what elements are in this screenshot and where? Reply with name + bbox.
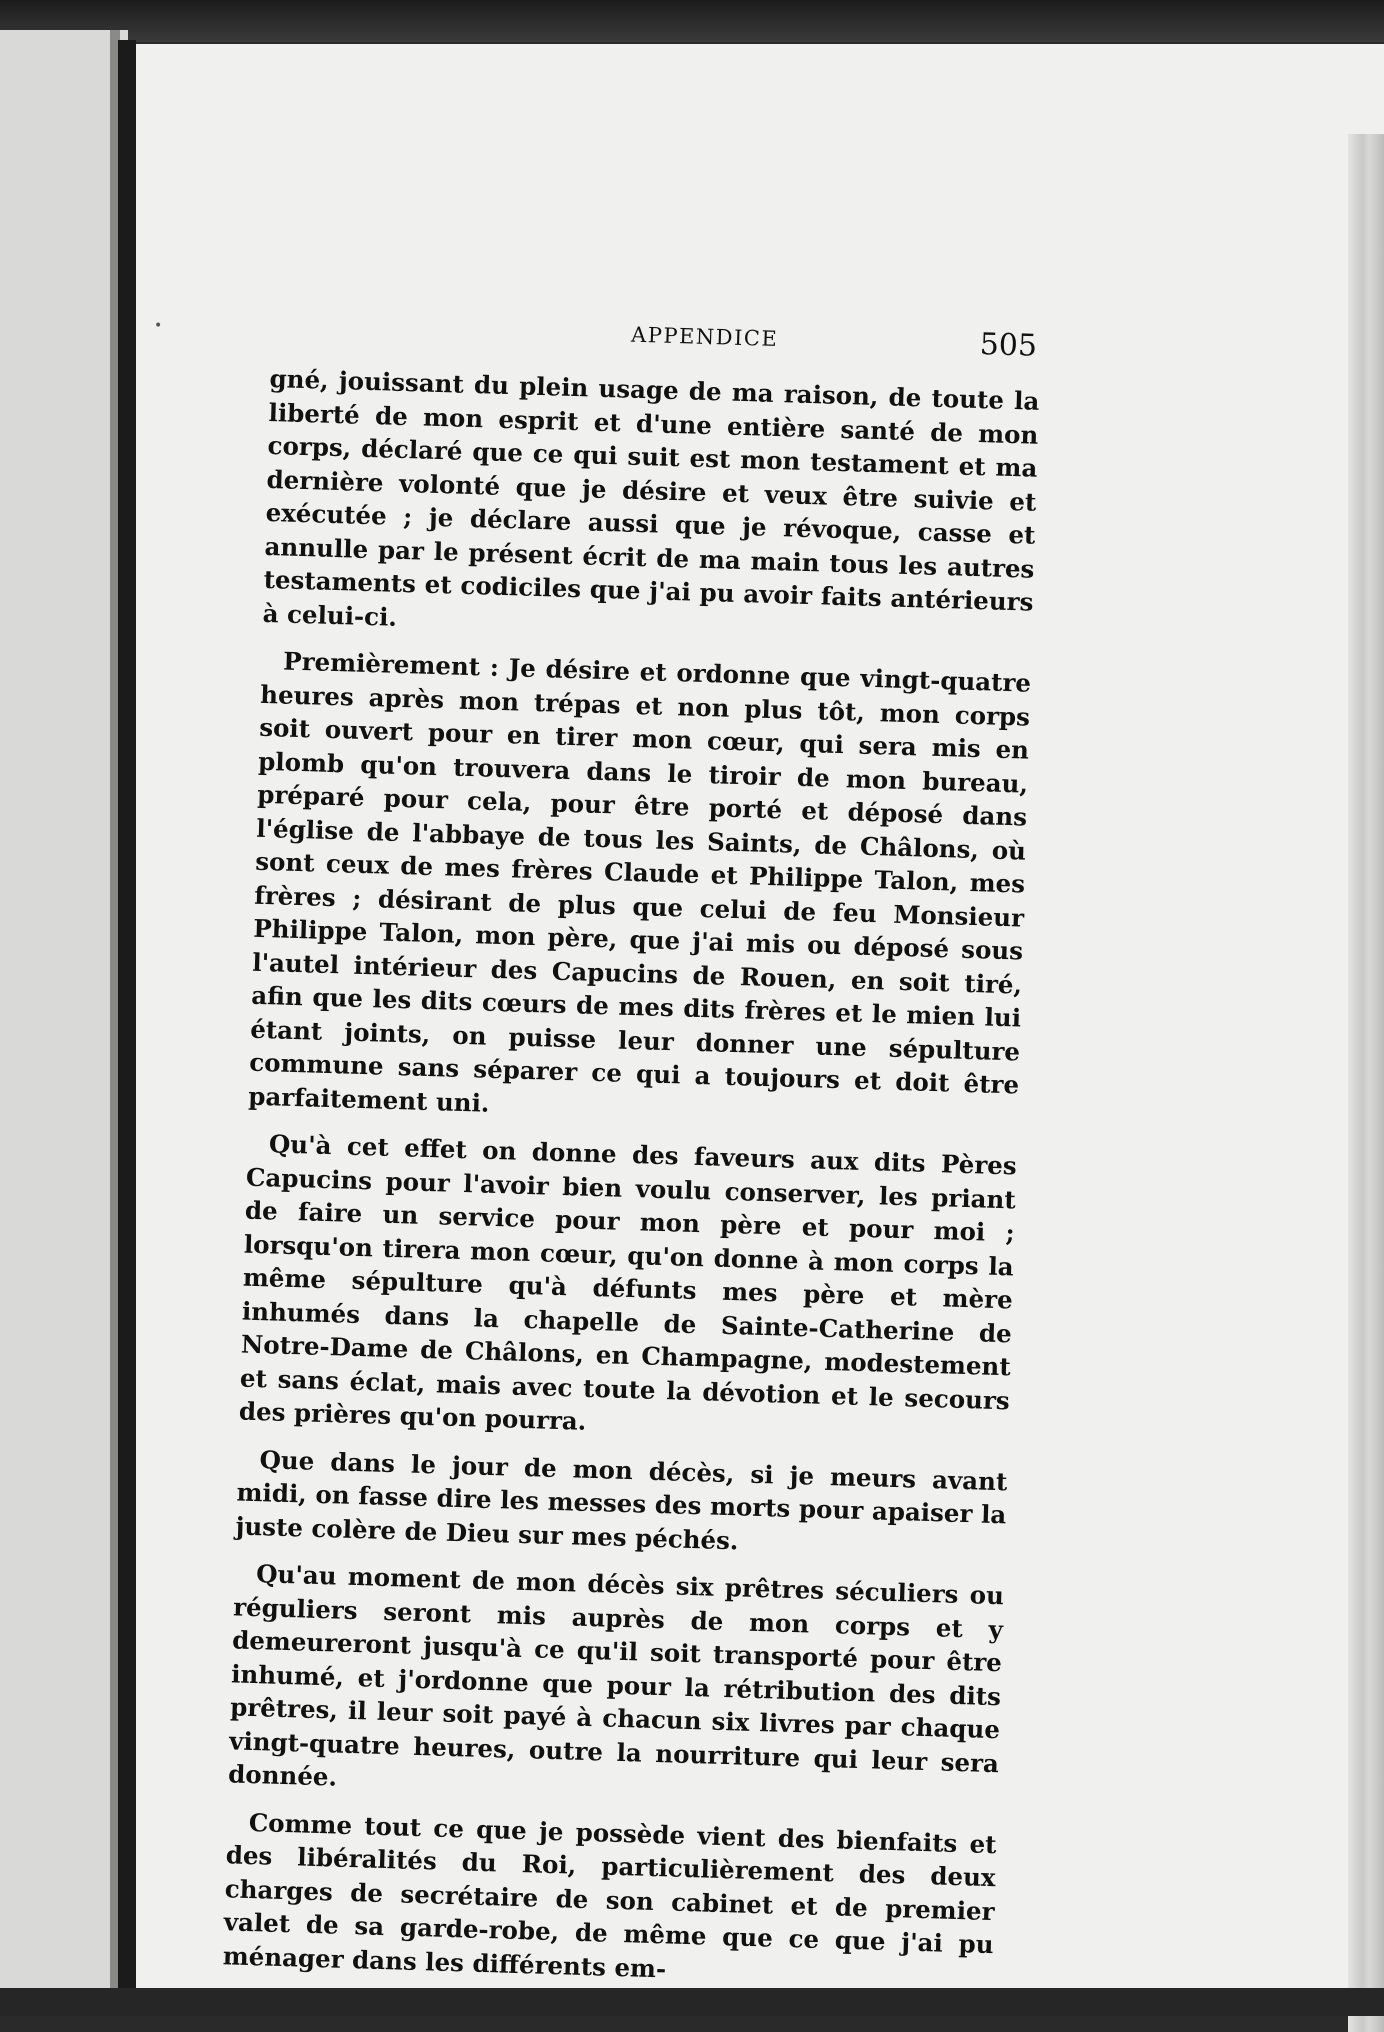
scan-frame-bottom — [0, 1988, 1384, 2016]
paragraph-3: Qu'à cet effet on donne des faveurs aux dits Pères Capucins pour l'avoir bien voulu conserver, les priant de faire un service pour mon père et pour moi ; lorsqu'on tirera mon cœur, qu'on donne à mon corps la même sépulture qu'à défunts mes père et mère inhumés dans la chapelle de Sainte-Catherine de Notre-Dame de Châlons, en Champagne, modestement et sans éclat, mais avec toute la dévotion et le secours des prières qu'on pourra. — [238, 1129, 1018, 1436]
paragraph-4: Que dans le jour de mon décès, si je meurs avant midi, on fasse dire les messes des morts pour apaiser la juste colère de Dieu sur mes péchés. — [235, 1444, 1008, 1555]
facing-page-edge — [0, 30, 128, 1990]
running-head-title: APPENDICE — [630, 322, 779, 352]
paragraph-5: Qu'au moment de mon décès six prêtres séculiers ou réguliers seront mis auprès de mon corps et y demeureront jusqu'à ce qu'il soit transporté pour être inhumé, et j'ordonne que pour la rétribution des dits prêtres, il leur soit payé à chacun six livres par chaque vingt-quatre heures, outre la nourriture qui leur sera donnée. — [227, 1559, 1005, 1792]
paragraph-6: Comme tout ce que je possède vient des bienfaits et des libéralités du Roi, particulièrement des deux charges de secrétaire de son cabinet et de premier valet de sa garde-robe, de même que ce que j'ai pu ménager dans les différents em- — [222, 1807, 997, 1983]
body-text — [222, 362, 1039, 1995]
ink-speck: • — [154, 318, 163, 334]
paragraph-2: Premièrement : Je désire et ordonne que vingt-quatre heures après mon trépas et non plus tôt, mon corps soit ouvert pour en tirer mon cœur, qui sera mis en plomb qu'on trouvera dans le tiroir de mon bureau, préparé pour cela, pour être porté et déposé dans l'église de l'abbaye de tous les Saints, de Châlons, où sont ceux de mes frères Claude et Philippe Talon, mes frères ; désirant de plus que celui de feu Monsieur Philippe Talon, mon père, que j'ai mis ou déposé sous l'autel intérieur des Capucins de Rouen, en soit tiré, afin que les dits cœurs de mes dits frères et le mien lui étant joints, on puisse leur donner une sépulture commune sans séparer ce qui a toujours et doit être parfaitement uni. — [247, 646, 1032, 1118]
scan-frame-top — [0, 0, 1384, 42]
paragraph-1: gné, jouissant du plein usage de ma raison, de toute la liberté de mon esprit et d'une entière santé de mon corps, déclaré que ce qui suit est mon testament et ma dernière volonté que je désire et veux être suivie et exécutée ; je déclare aussi que je révoque, casse et annulle par le présent écrit de ma main tous les autres testaments et codiciles que j'ai pu avoir faits antérieurs à celui-ci. — [262, 363, 1040, 632]
book-gutter — [118, 40, 136, 1988]
page-number: 505 — [979, 327, 1038, 364]
page-fore-edge — [1348, 134, 1384, 2032]
